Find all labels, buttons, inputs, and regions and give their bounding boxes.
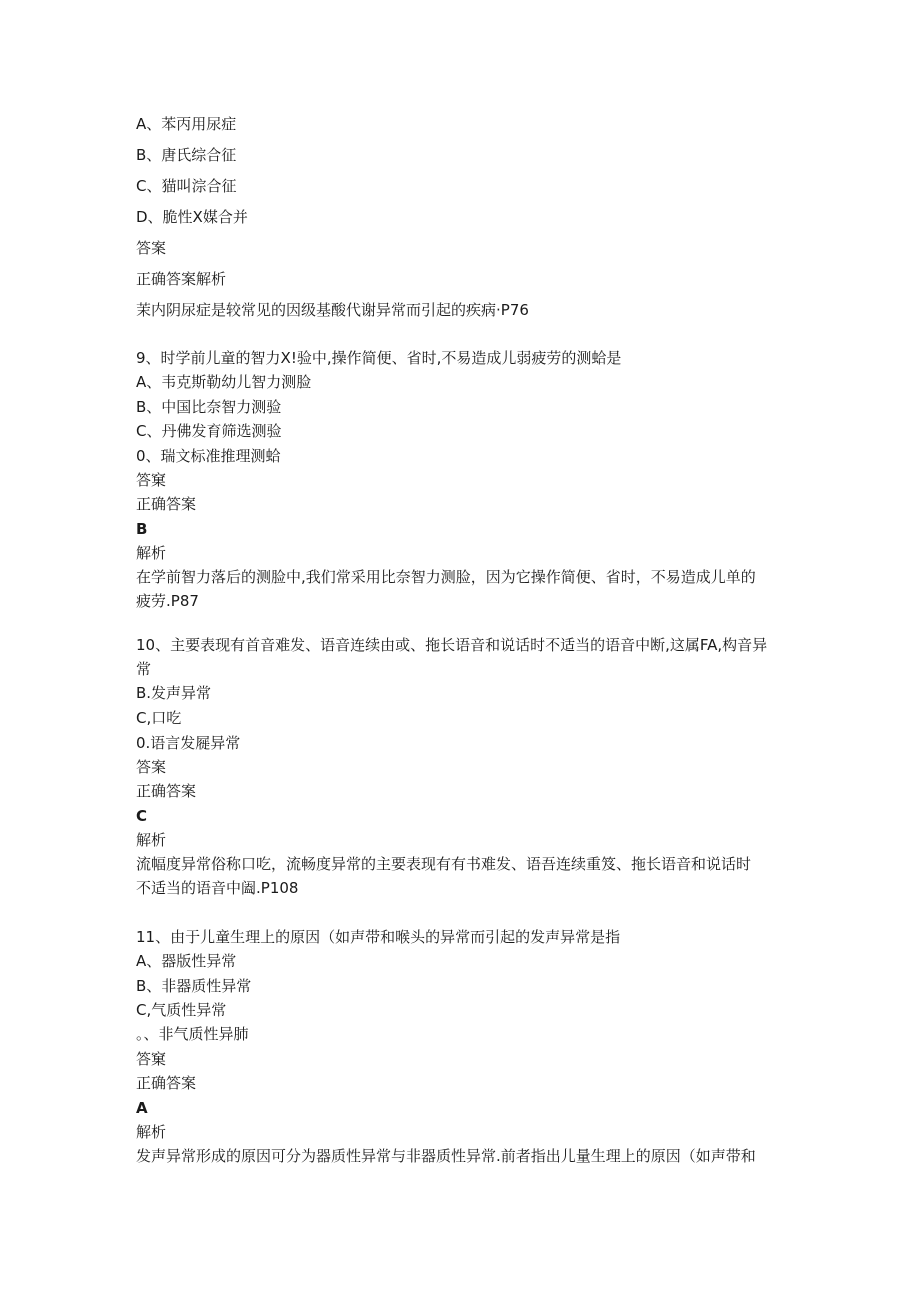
option-d: 0、瑞文标准推理测蛤	[136, 447, 281, 465]
question-9: 9、时学前儿童的智力X!验中,操作简便、省时,不易造成儿弱疲劳的测蛤是	[136, 349, 622, 367]
correct-answer: A	[136, 1099, 148, 1117]
option-c: C,气质性异常	[136, 1001, 227, 1019]
option-a: A、韦克斯勒幼儿智力测脸	[136, 373, 312, 391]
question-11: 11、由于儿童生理上的原因（如声带和喉头的异常而引起的发声异常是指	[136, 928, 621, 946]
analysis-text: 疲劳.P87	[136, 592, 199, 610]
option-c: C、丹佛发育筛选测验	[136, 422, 282, 440]
option-b: B、非器质性异常	[136, 977, 252, 995]
option-a: A、苯丙用尿症	[136, 115, 237, 133]
answer-label: 答窠	[136, 1050, 167, 1068]
correct-answer: B	[136, 520, 148, 538]
option-c: C、猫叫淙合征	[136, 177, 237, 195]
correct-answer-label: 正确答案	[136, 495, 197, 513]
analysis-text: 不适当的语音中阖.P108	[136, 879, 299, 897]
analysis-text: 发声异常形成的原因可分为器质性异常与非器质性异常.前者指出儿量生理上的原因（如声带和	[136, 1147, 756, 1165]
option-b: B、中国比奈智力测验	[136, 398, 282, 416]
correct-answer-label: 正确答案	[136, 1074, 197, 1092]
option-c: C,口吃	[136, 709, 182, 727]
analysis-label: 解析	[136, 1123, 167, 1141]
answer-label: 答窠	[136, 471, 167, 489]
option-a: A、器版性异常	[136, 952, 237, 970]
analysis-text: 流幅度异常俗称口吃，流畅度异常的主要表现有有书难发、语吾连续重笈、拖长语音和说话时	[136, 855, 752, 873]
option-d: 0.语言发屣异常	[136, 734, 241, 752]
analysis-text: 在学前智力落后的测脸中,我们常采用比奈智力测脸，因为它操作简便、省时，不易造成儿单的	[136, 568, 756, 586]
analysis-text: 茉内阴尿症是较常见的因级基酸代谢异常而引起的疾病·P76	[136, 301, 529, 319]
analysis-label: 解析	[136, 544, 167, 562]
option-b: B.发声异常	[136, 684, 212, 702]
correct-answer-label: 正确答案	[136, 782, 197, 800]
correct-answer: C	[136, 807, 148, 825]
answer-label: 答案	[136, 758, 167, 776]
option-d: 。、非气质性异肺	[136, 1025, 249, 1043]
answer-label: 答案	[136, 239, 167, 257]
option-d: D、脆性X媒合并	[136, 208, 248, 226]
correct-analysis-label: 正确答案解析	[136, 270, 227, 288]
analysis-label: 解析	[136, 831, 167, 849]
question-10-cont: 常	[136, 660, 152, 678]
question-10: 10、主要表现有首音难发、语音连续由或、拖长语音和说话时不适当的语音中断,这属FA,构音异	[136, 636, 768, 654]
option-b: B、唐氏综合征	[136, 146, 237, 164]
